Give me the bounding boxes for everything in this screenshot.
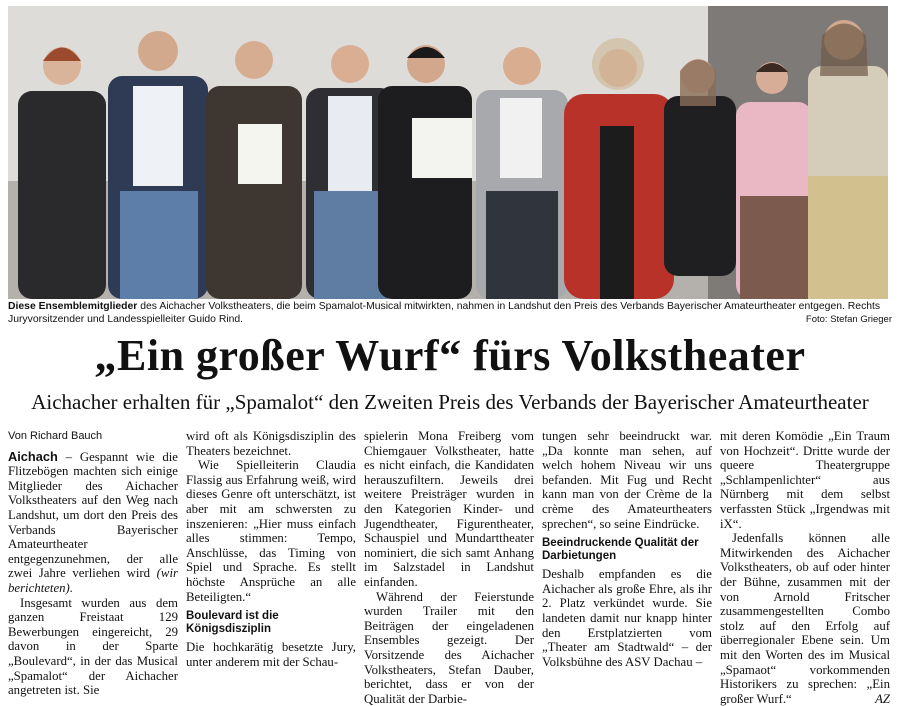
reference-note: (wir berichteten).	[8, 566, 178, 595]
article-column-5	[720, 429, 890, 706]
paragraph-text: Jedenfalls können alle Mitwirkenden des Aichacher Volkstheaters, ob auf oder hinter der Bühne, zusammen mit der von Arnold Fritscher zusammengestellten Combo stolz auf den Erfolg auf überregionaler Ebene sein. Um mit den Worten des im Musical „Spamaot“ vorkommenden Historikers zu sprechen: „Ein großer Wurf.“	[720, 531, 890, 706]
photo-illustration	[8, 6, 888, 299]
paragraph: tungen sehr beeindruckt war. „Da konnte man sehen, auf welch hohem Niveau wir uns befanden. Mit Fug und Recht kann man von der Crème de la crème des Amateurtheaters sprechen“, so seine Eindrücke.	[542, 429, 712, 531]
dateline: Aichach	[8, 448, 58, 464]
caption-text: des Aichacher Volkstheaters, die beim Spamalot-Musical mitwirkten, nahmen in Landshut den Preis des Verbands Bayerischer Amateurtheater entgegen. Rechts Juryvorsitzender und Landesspielleiter Guido Rind.	[8, 301, 881, 325]
section-heading: Beeindruckende Qualität der Darbietungen	[542, 537, 699, 563]
paragraph	[720, 531, 890, 706]
headline: „Ein großer Wurf“ fürs Volkstheater	[94, 331, 806, 380]
paragraph: Insgesamt wurden aus dem ganzen Freistaat 129 Bewerbungen eingereicht, 29 davon in der Sparte „Boulevard“, in der das Musical „Spamalot“ der Aichacher angetreten ist. Sie	[8, 595, 178, 698]
author-signature: AZ	[875, 691, 890, 706]
photo-caption	[8, 300, 892, 326]
paragraph: Deshalb empfanden es die Aichacher als große Ehre, als ihr 2. Platz verkündet wurde. Sie landeten damit nur knapp hinter den Erstplatzierten vom „Theater am Stadtwald“ – der Volksbühne des ASV Dachau –	[542, 567, 712, 669]
paragraph: wird oft als Königsdisziplin des Theaters bezeichnet.	[186, 429, 356, 458]
paragraph: Wie Spielleiterin Claudia Flassig aus Erfahrung weiß, wird dieses Genre oft unterschätzt, ist aber mit am schwersten zu inszenieren: „Hier muss einfach alles stimmen: Tempo, Anschlüsse, das Timing von Spiel und Sprache. Es stellt höchste Ansprüche an alle Beteiligten.“	[186, 458, 356, 604]
article-column-3	[364, 429, 534, 706]
section-heading: Boulevard ist die Königsdisziplin	[186, 610, 279, 636]
photo-credit: Foto: Stefan Grieger	[805, 314, 892, 325]
paragraph: spielerin Mona Freiberg vom Chiemgauer Volkstheater, hatte es nicht einfach, die Kandidaten herauszufiltern. Jeweils drei weitere Preisträger wurden in den Kategorien Kinder- und Jugendtheater, Figurentheater, Schauspiel und Mundarttheater nominiert, die sich samt Anhang im Salzstadel in Landshut einfanden.	[364, 429, 534, 589]
article-column-4	[542, 429, 712, 669]
article-column-2	[186, 429, 356, 669]
caption-lead: Diese Ensemblemitglieder	[8, 301, 138, 312]
paragraph: mit deren Komödie „Ein Traum von Hochzeit“. Dritte wurde der queere Theatergruppe „Schlampenlichter“ aus Nürnberg mit dem selbst verfassten Stück „Irgendwas mit iX“.	[720, 429, 890, 531]
subheadline: Aichacher erhalten für „Spamalot“ den Zweiten Preis des Verbands der Bayerischer Amateurtheater	[31, 390, 869, 414]
paragraph: Während der Feierstunde wurden Trailer mit den Beiträgen der eingeladenen Ensembles gezeigt. Der Vorsitzende des Aichacher Volkstheaters, Stefan Dauber, berichtet, dass er von der Qualität der Darbie-	[364, 589, 534, 706]
byline: Von Richard Bauch	[8, 430, 103, 442]
paragraph	[8, 450, 178, 596]
paragraph: Die hochkarätig besetzte Jury, unter anderem mit der Schau-	[186, 640, 356, 669]
group-photo	[8, 6, 888, 299]
article-column-1	[8, 429, 178, 698]
paragraph-text: – Gespannt wie die Flitzebögen machten sich einige Mitglieder des Aichacher Volkstheaters auf den Weg nach Landshut, um dort den Preis des Verbands Bayerischer Amateurtheater entgegenzunehmen, der alle zwei Jahre verliehen wird	[8, 449, 178, 581]
